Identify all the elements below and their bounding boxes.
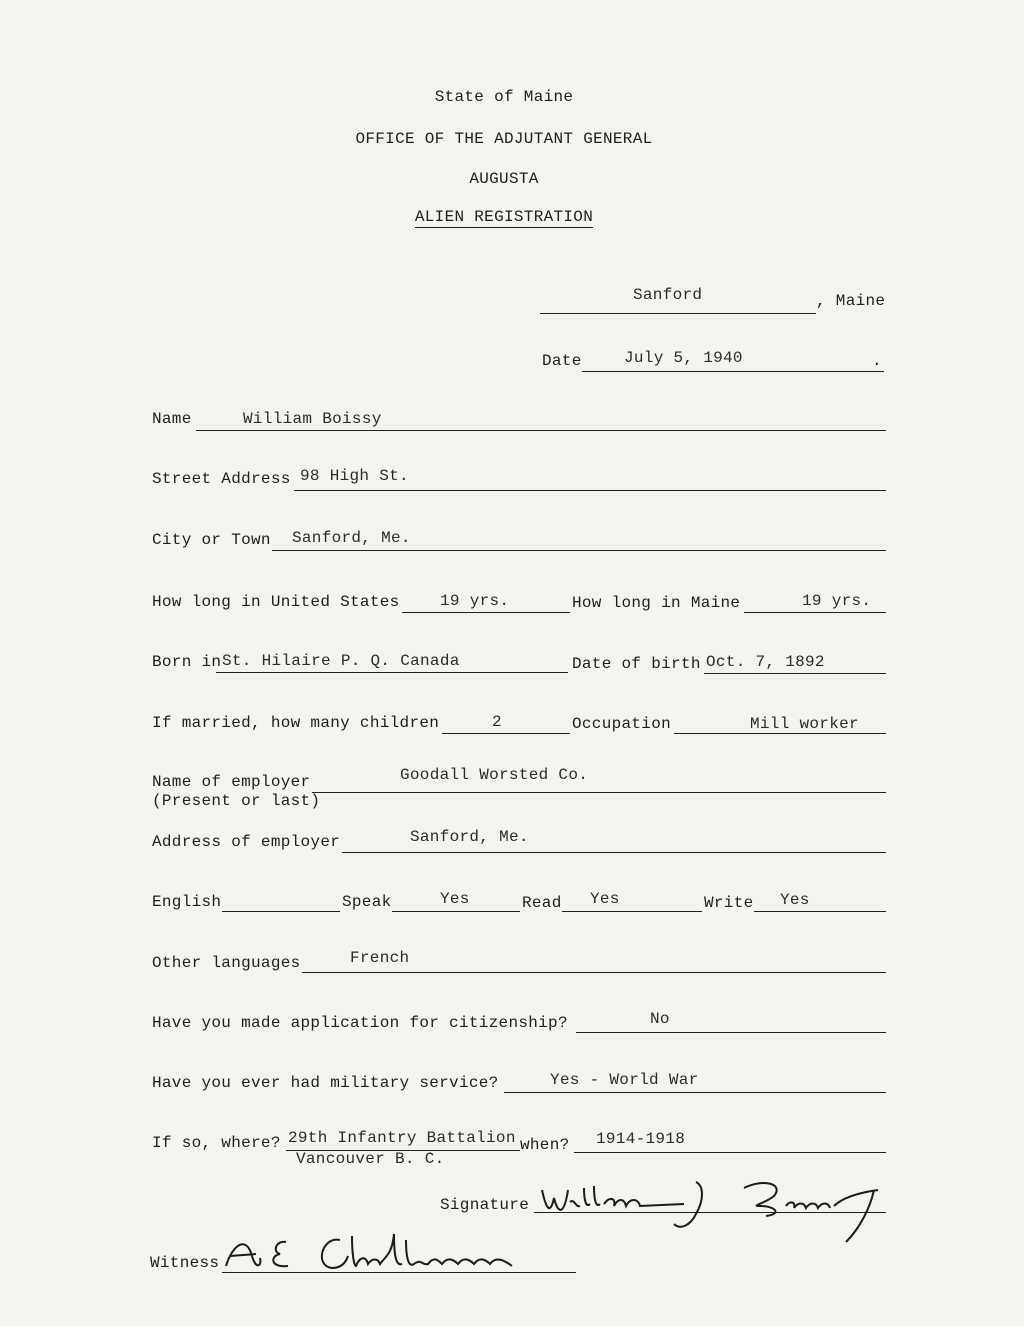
city-town-label: City or Town: [152, 531, 271, 549]
town-value: Sanford: [633, 286, 703, 304]
dob-label: Date of birth: [572, 655, 701, 673]
dob-value: Oct. 7, 1892: [706, 653, 825, 671]
form-title: [0, 208, 1008, 226]
signature-handwriting: [534, 1168, 896, 1248]
military-value: Yes - World War: [550, 1071, 699, 1089]
write-line: [754, 911, 886, 912]
children-value: 2: [492, 713, 502, 731]
city-town-value: Sanford, Me.: [292, 529, 411, 547]
military-label: Have you ever had military service?: [152, 1074, 499, 1092]
city-town-line: [272, 550, 886, 551]
read-value: Yes: [590, 890, 620, 908]
english-label: English: [152, 893, 222, 911]
date-label: Date: [542, 352, 582, 370]
citizenship-value: No: [650, 1010, 670, 1028]
born-label: Born in: [152, 653, 222, 671]
witness-handwriting: [222, 1226, 552, 1282]
other-languages-value: French: [350, 949, 410, 967]
citizenship-label: Have you made application for citizenship?: [152, 1014, 568, 1032]
us-duration-label: How long in United States: [152, 593, 400, 611]
witness-label: Witness: [150, 1254, 220, 1272]
born-line: [216, 672, 568, 673]
occupation-label: Occupation: [572, 715, 672, 733]
write-label: Write: [704, 894, 754, 912]
dob-line: [704, 673, 886, 674]
form-title-text: ALIEN REGISTRATION: [414, 208, 594, 226]
citizenship-line: [576, 1032, 886, 1033]
speak-line: [392, 911, 520, 912]
maine-duration-line: [744, 612, 886, 613]
when-label: when?: [520, 1136, 570, 1154]
name-value: William Boissy: [243, 410, 382, 428]
employer-name-sublabel: (Present or last): [152, 792, 321, 810]
when-line: [574, 1152, 886, 1153]
where-label: If so, where?: [152, 1134, 281, 1152]
state-heading: State of Maine: [434, 88, 574, 106]
maine-duration-value: 19 yrs.: [802, 592, 872, 610]
employer-name-value: Goodall Worsted Co.: [400, 766, 589, 784]
us-duration-value: 19 yrs.: [440, 592, 510, 610]
date-line: [582, 371, 884, 372]
other-languages-label: Other languages: [152, 954, 301, 972]
where-value: 29th Infantry Battalion: [288, 1129, 516, 1147]
where-value-second-line: Vancouver B. C.: [296, 1150, 445, 1168]
read-line: [562, 911, 702, 912]
city-heading: AUGUSTA: [469, 170, 539, 188]
employer-address-value: Sanford, Me.: [410, 828, 529, 846]
street-label: Street Address: [152, 470, 291, 488]
town-line: [540, 313, 816, 314]
write-value: Yes: [780, 891, 810, 909]
occupation-value: Mill worker: [750, 715, 859, 733]
employer-name-label: Name of employer: [152, 773, 311, 791]
maine-duration-label: How long in Maine: [572, 594, 741, 612]
other-languages-line: [302, 972, 886, 973]
office-heading: OFFICE OF THE ADJUTANT GENERAL: [355, 130, 653, 148]
date-period: .: [872, 352, 882, 370]
signature-label: Signature: [440, 1196, 530, 1214]
name-line: [196, 430, 886, 431]
speak-label: Speak: [342, 893, 392, 911]
date-value: July 5, 1940: [624, 349, 743, 367]
when-value: 1914-1918: [596, 1130, 686, 1148]
military-line: [504, 1092, 886, 1093]
speak-value: Yes: [440, 890, 470, 908]
employer-address-label: Address of employer: [152, 833, 341, 851]
occupation-line: [674, 733, 886, 734]
state-suffix: , Maine: [816, 292, 886, 310]
children-label: If married, how many children: [152, 714, 440, 732]
english-line: [222, 911, 340, 912]
employer-name-line: [312, 792, 886, 793]
children-line: [442, 733, 570, 734]
name-label: Name: [152, 410, 192, 428]
street-line: [294, 490, 886, 491]
street-value: 98 High St.: [300, 467, 409, 485]
employer-address-line: [342, 852, 886, 853]
born-value: St. Hilaire P. Q. Canada: [222, 652, 460, 670]
us-duration-line: [402, 612, 570, 613]
read-label: Read: [522, 894, 562, 912]
